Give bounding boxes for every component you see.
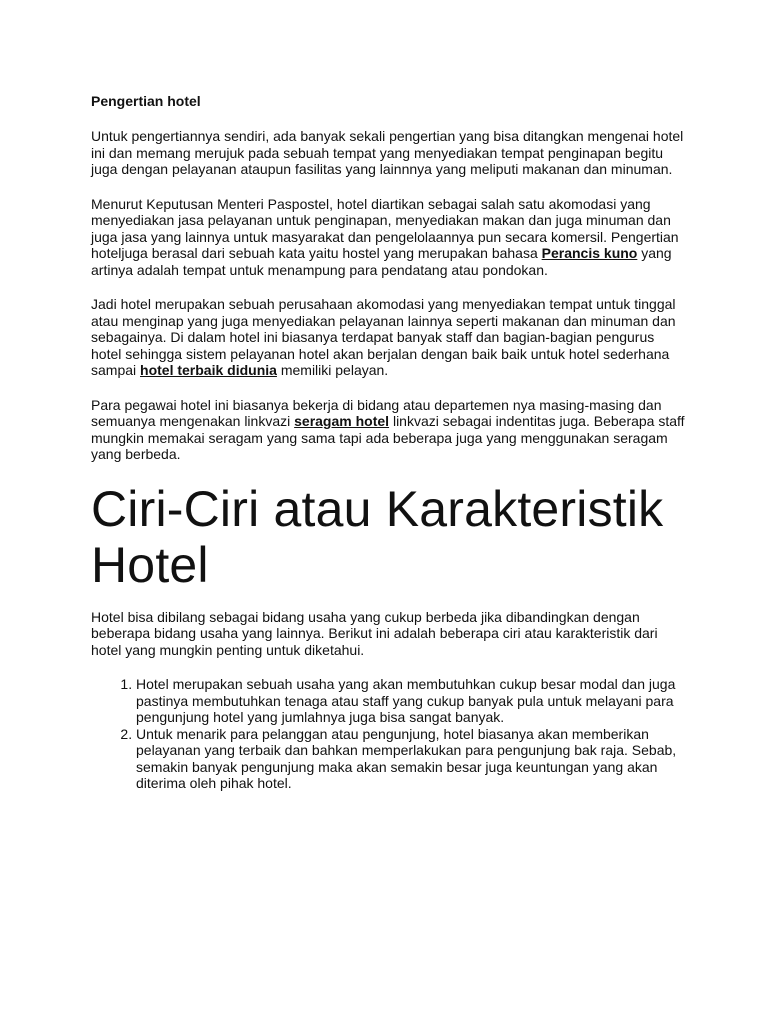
link-perancis-kuno[interactable]: Perancis kuno	[541, 245, 638, 261]
paragraph-3-text-a: Jadi hotel merupakan sebuah perusahaan akomodasi yang menyediakan tempat untuk tinggal atau menginap yang juga menyediakan pelayanan lainnya seperti makanan dan minuman dan sebagainya. Di dalam hotel ini biasanya terdapat banyak staff dan bagian-bagian pengurus hotel sehingga sistem pelayanan hotel akan berjalan dengan baik baik untuk hotel sederhana sampai	[91, 296, 676, 378]
main-heading: Ciri-Ciri atau Karakteristik Hotel	[91, 480, 664, 593]
paragraph-2-text-b: yang artinya adalah tempat untuk menampung para pendatang atau pondokan.	[91, 245, 672, 278]
paragraph-3	[91, 296, 688, 379]
paragraph-4-text-b: linkvazi sebagai indentitas juga. Beberapa staff mungkin memakai seragam yang sama tapi ada beberapa juga yang menggunakan seragam yang berbeda.	[91, 413, 685, 462]
paragraph-1: Untuk pengertiannya sendiri, ada banyak sekali pengertian yang bisa ditangkan mengenai hotel ini dan memang merujuk pada sebuah tempat yang menyediakan tempat penginapan begitu juga dengan pelayanan ataupun fasilitas yang lainnnya yang meliputi makanan dan minuman.	[91, 128, 684, 177]
paragraph-2-text-a: Menurut Keputusan Menteri Paspostel, hotel diartikan sebagai salah satu akomodasi yang menyediakan jasa pelayanan untuk penginapan, menyediakan makan dan juga minuman dan juga jasa yang lainnya untuk masyarakat dan pengelolaannya pun secara komersil. Pengertian hoteljuga berasal dari sebuah kata yaitu hostel yang merupakan bahasa	[91, 195, 679, 261]
characteristics-list	[91, 676, 688, 792]
link-seragam-hotel[interactable]: seragam hotel	[294, 413, 390, 429]
link-hotel-terbaik[interactable]: hotel terbaik didunia	[140, 362, 277, 378]
paragraph-4-text-a: Para pegawai hotel ini biasanya bekerja di bidang atau departemen nya masing-masing dan semuanya mengenakan linkvazi	[91, 396, 662, 429]
section-title: Pengertian hotel	[91, 93, 201, 109]
list-item: 2. Untuk menarik para pelanggan atau pengunjung, hotel biasanya akan memberikan pelayanan yang terbaik dan bahkan memperlakukan para pengunjung bak raja. Sebab, semakin banyak pengunjung maka akan semakin besar juga keuntungan yang akan diterima oleh pihak hotel.	[136, 726, 688, 792]
paragraph-2	[91, 196, 688, 279]
paragraph-3-text-b: memiliki pelayan.	[276, 362, 389, 378]
list-item: 1. Hotel merupakan sebuah usaha yang akan membutuhkan cukup besar modal dan juga pastinya membutuhkan tenaga atau staff yang cukup banyak pula untuk melayani para pengunjung hotel yang jumlahnya juga bisa sangat banyak.	[136, 676, 688, 726]
paragraph-4	[91, 397, 688, 463]
paragraph-5: Hotel bisa dibilang sebagai bidang usaha yang cukup berbeda jika dibandingkan dengan beberapa bidang usaha yang lainnya. Berikut ini adalah beberapa ciri atau karakteristik dari hotel yang mungkin penting untuk diketahui.	[91, 608, 658, 658]
